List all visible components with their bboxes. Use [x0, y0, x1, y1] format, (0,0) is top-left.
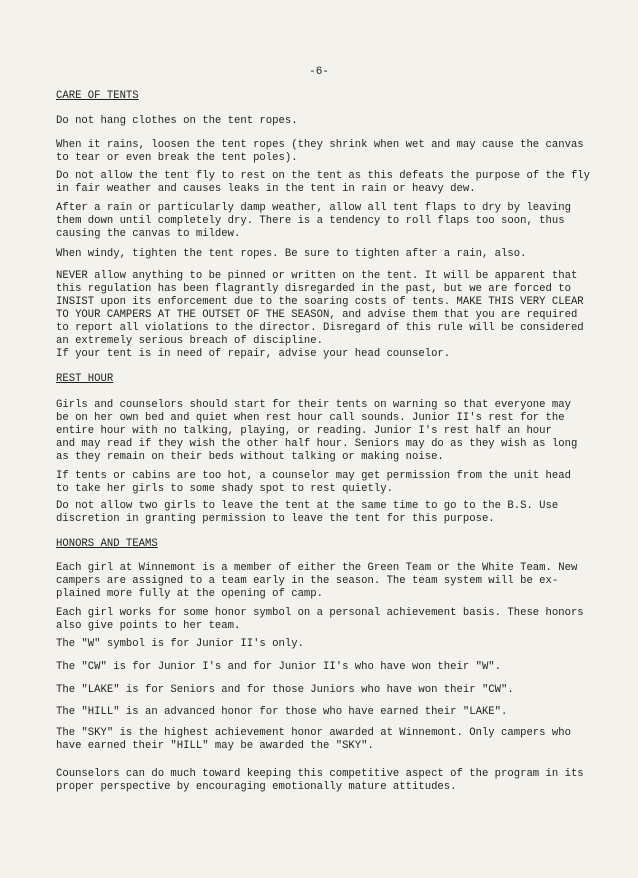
text-line: an extremely serious breach of discipline. [56, 335, 324, 347]
paragraph [56, 115, 586, 128]
text-line: them down until completely dry. There is a tendency to roll flaps too soon, thus [56, 215, 565, 227]
text-line: The "CW" is for Junior I's and for Junior II's who have won their "W". [56, 661, 502, 673]
text-line: causing the canvas to mildew. [56, 228, 241, 240]
text-line: entire hour with no talking, playing, or reading. Junior I's rest half an hour [56, 425, 552, 437]
text-line: Do not hang clothes on the tent ropes. [56, 115, 298, 127]
text-line: When windy, tighten the tent ropes. Be sure to tighten after a rain, also. [56, 248, 527, 260]
text-line: Girls and counselors should start for their tents on warning so that everyone may [56, 399, 571, 411]
text-line: and may read if they wish the other half hour. Seniors may do as they wish as long [56, 438, 578, 450]
text-line: to take her girls to some shady spot to rest quietly. [56, 483, 393, 495]
text-line: Each girl at Winnemont is a member of either the Green Team or the White Team. New [56, 562, 578, 574]
paragraph [56, 470, 586, 496]
text-line: to report all violations to the director. Disregard of this rule will be considered [56, 322, 584, 334]
paragraph [56, 399, 586, 464]
section-heading-rest-hour: REST HOUR [56, 373, 114, 385]
text-line: in fair weather and causes leaks in the tent in rain or heavy dew. [56, 183, 476, 195]
paragraph [56, 139, 586, 165]
text-line: campers are assigned to a team early in the season. The team system will be ex- [56, 575, 559, 587]
text-line: to tear or even break the tent poles). [56, 152, 298, 164]
paragraph [56, 248, 586, 261]
paragraph [56, 270, 586, 348]
text-line: discretion in granting permission to leave the tent for this purpose. [56, 513, 495, 525]
text-line: this regulation has been flagrantly disregarded in the past, but we are forced to [56, 283, 571, 295]
text-line: as they remain on their beds without talking or making noise. [56, 451, 444, 463]
text-line: NEVER allow anything to be pinned or written on the tent. It will be apparent that [56, 270, 578, 282]
paragraph [56, 500, 586, 526]
text-line: be on her own bed and quiet when rest hour call sounds. Junior II's rest for the [56, 412, 565, 424]
paragraph [56, 706, 586, 719]
text-line: The "HILL" is an advanced honor for those who have earned their "LAKE". [56, 706, 508, 718]
paragraph [56, 170, 591, 196]
paragraph [56, 727, 586, 753]
text-line: Counselors can do much toward keeping this competitive aspect of the program in its [56, 768, 584, 780]
text-line: Do not allow the tent fly to rest on the tent as this defeats the purpose of the fly [56, 170, 591, 182]
text-line: When it rains, loosen the tent ropes (they shrink when wet and may cause the canvas [56, 139, 584, 151]
text-line: After a rain or particularly damp weather, allow all tent flaps to dry by leaving [56, 202, 571, 214]
text-line: Each girl works for some honor symbol on a personal achievement basis. These honors [56, 607, 584, 619]
text-line: TO YOUR CAMPERS AT THE OUTSET OF THE SEASON, and advise them that you are required [56, 309, 578, 321]
text-line: The "W" symbol is for Junior II's only. [56, 638, 304, 650]
text-line: have earned their "HILL" may be awarded the "SKY". [56, 740, 374, 752]
paragraph [56, 661, 586, 674]
paragraph [56, 348, 586, 361]
paragraph [56, 562, 586, 601]
paragraph [56, 202, 586, 241]
text-line: The "SKY" is the highest achievement honor awarded at Winnemont. Only campers who [56, 727, 571, 739]
text-line: If tents or cabins are too hot, a counselor may get permission from the unit head [56, 470, 571, 482]
paragraph [56, 768, 586, 794]
text-line: If your tent is in need of repair, advise your head counselor. [56, 348, 451, 360]
section-heading-honors-and-teams: HONORS AND TEAMS [56, 538, 158, 550]
text-line: Do not allow two girls to leave the tent at the same time to go to the B.S. Use [56, 500, 559, 512]
page-number: -6- [309, 66, 329, 78]
text-line: proper perspective by encouraging emotionally mature attitudes. [56, 781, 457, 793]
text-line: INSIST upon its enforcement due to the soaring costs of tents. MAKE THIS VERY CLEAR [56, 296, 584, 308]
paragraph [56, 638, 586, 651]
text-line: plained more fully at the opening of camp. [56, 588, 324, 600]
section-heading-care-of-tents: CARE OF TENTS [56, 90, 139, 102]
text-line: The "LAKE" is for Seniors and for those Juniors who have won their "CW". [56, 684, 514, 696]
text-line: also give points to her team. [56, 620, 241, 632]
paragraph [56, 607, 586, 633]
paragraph [56, 684, 586, 697]
